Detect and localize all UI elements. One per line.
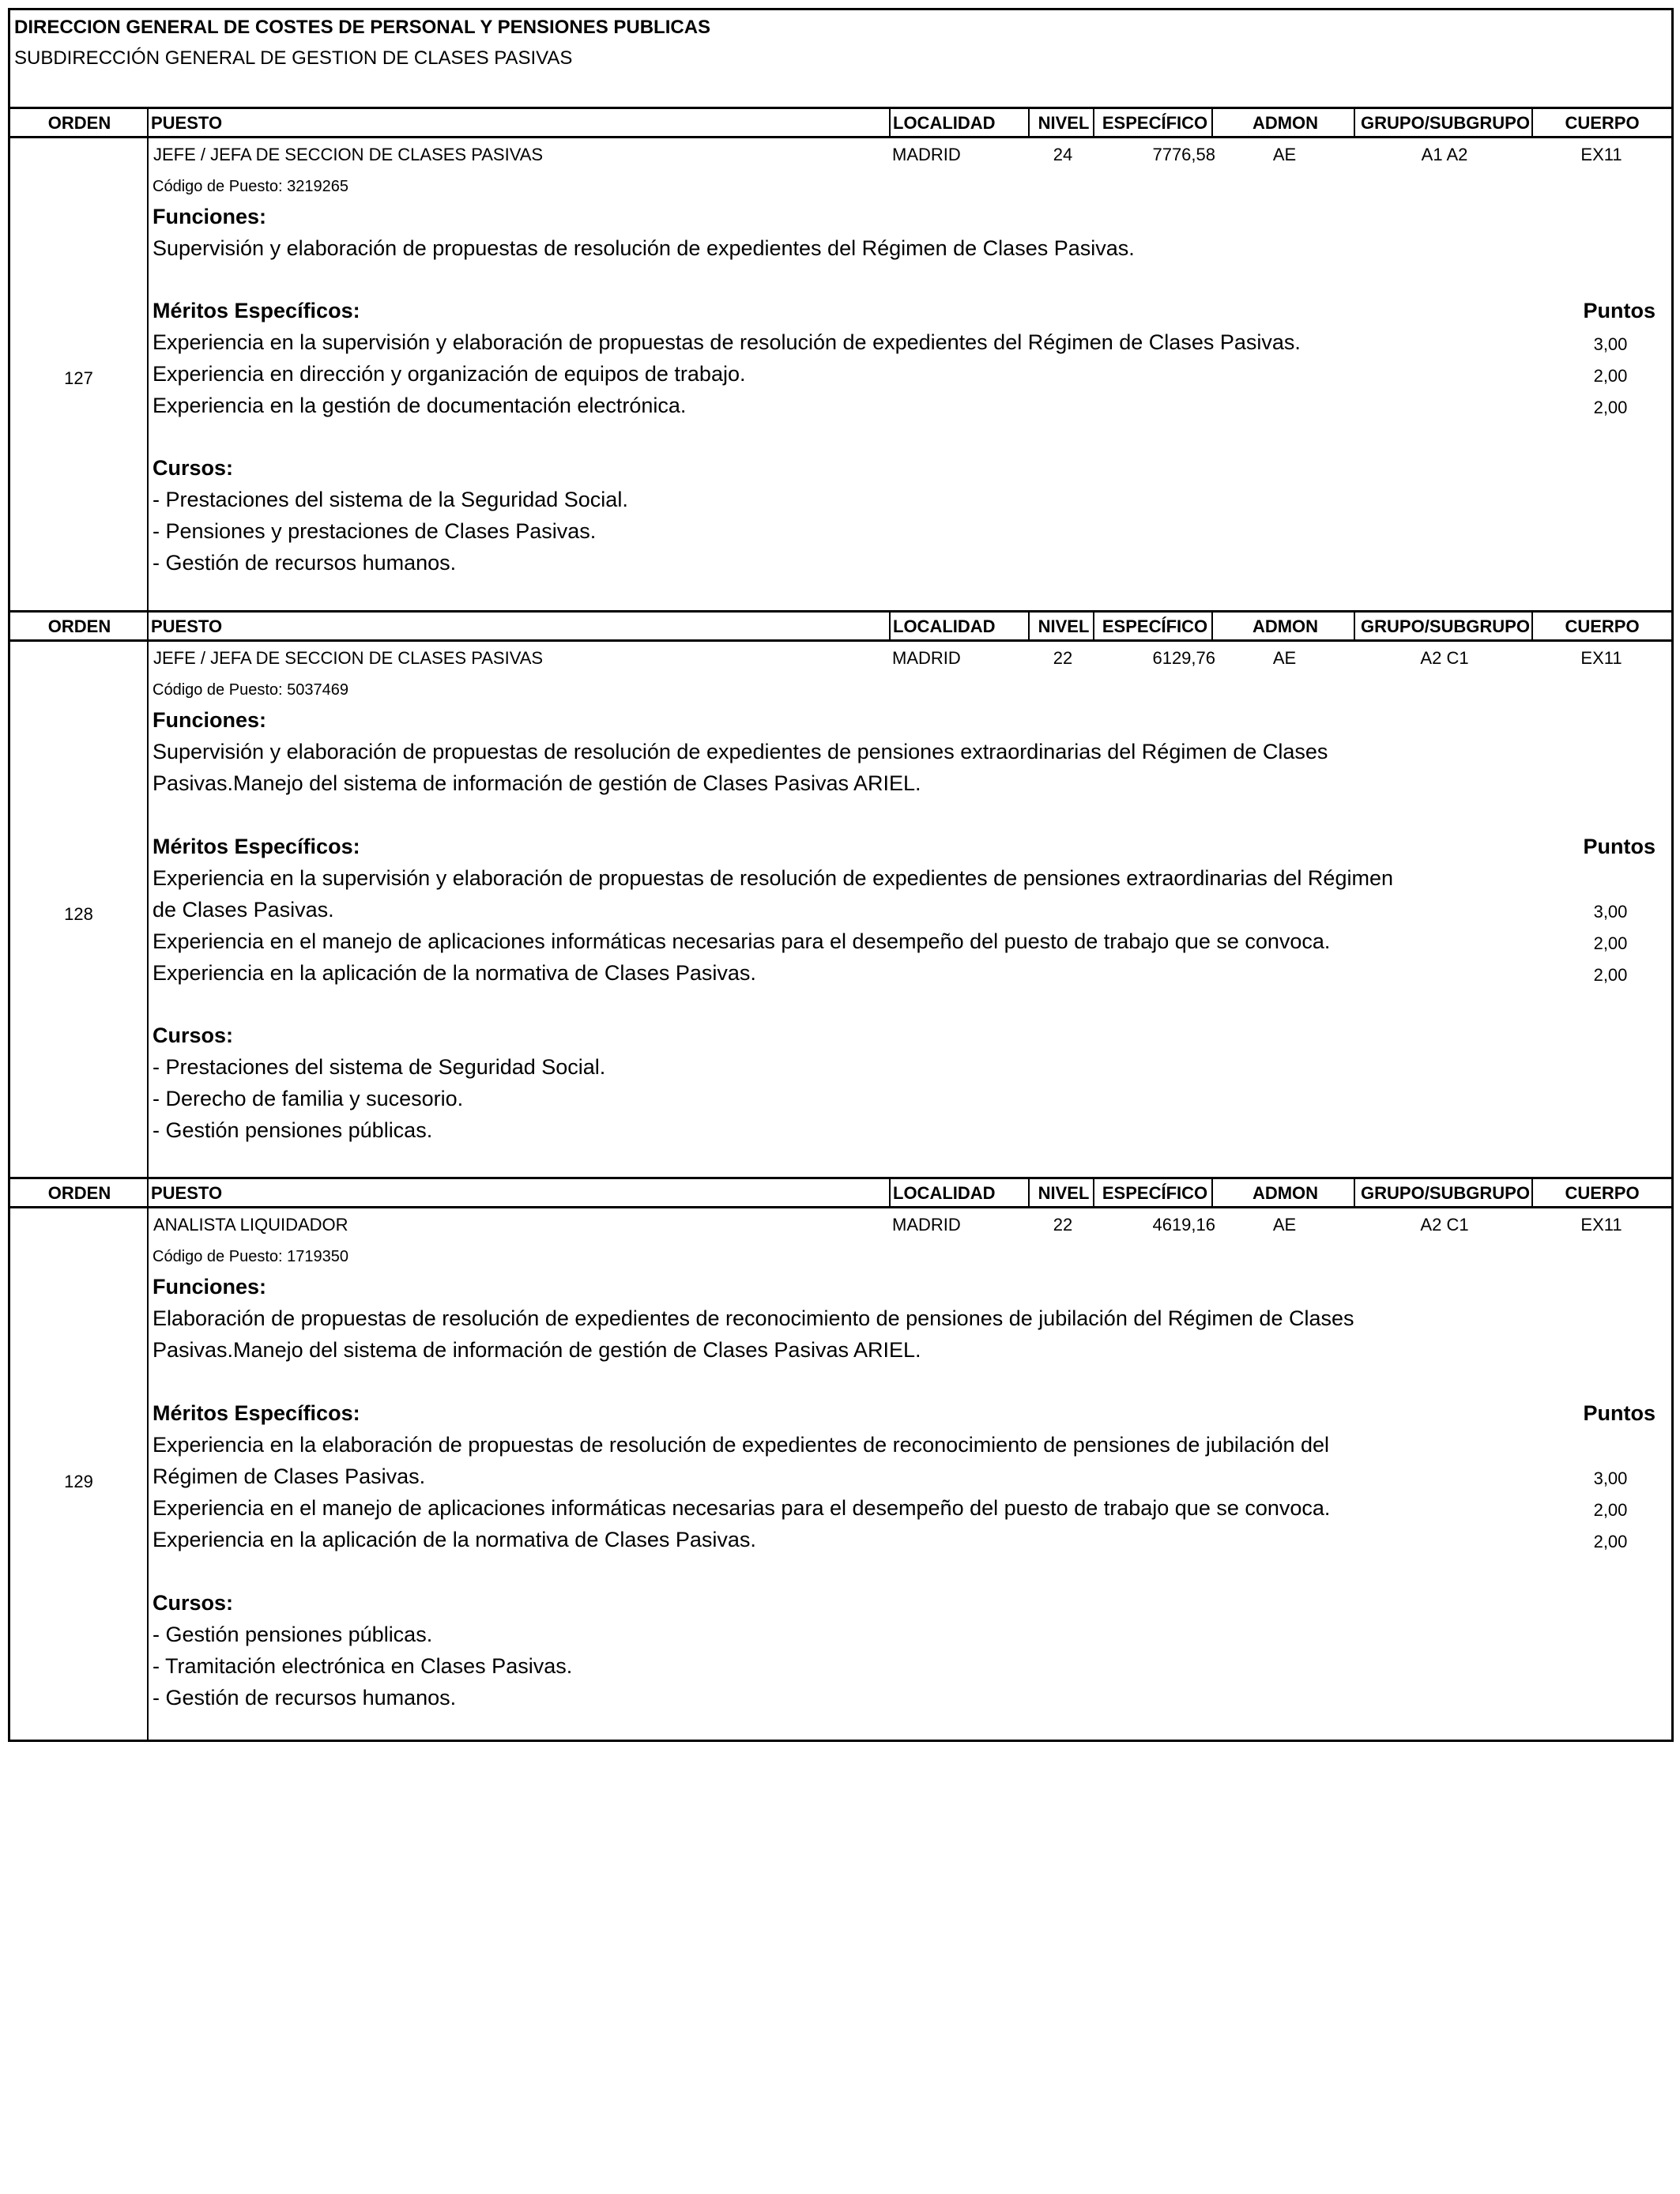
col-localidad: LOCALIDAD	[889, 613, 1039, 639]
funciones-line: Supervisión y elaboración de propuestas de resolución de expedientes del Régimen de Clases Pasivas.	[153, 236, 1135, 260]
especifico-value: 7776,58	[1152, 145, 1215, 164]
merito-line: Experiencia en la elaboración de propuestas de resolución de expedientes de reconocimiento de pensiones de jubilación del	[153, 1433, 1330, 1457]
col-admon: ADMON	[1211, 613, 1358, 639]
admon-value: AE	[1272, 1215, 1297, 1235]
codigo-puesto: Código de Puesto: 1719350	[153, 1248, 348, 1265]
col-nivel: NIVEL	[1028, 1179, 1098, 1206]
col-admon: ADMON	[1211, 1179, 1358, 1206]
col-puesto: PUESTO	[147, 1179, 898, 1206]
meritos-heading: Méritos Específicos:	[153, 835, 360, 858]
puesto-value: ANALISTA LIQUIDADOR	[153, 1215, 348, 1235]
col-localidad: LOCALIDAD	[889, 109, 1039, 136]
position-block-128	[10, 610, 1671, 1177]
admon-value: AE	[1272, 648, 1297, 668]
puntos-value: 2,00	[1593, 1532, 1628, 1551]
col-grupo: GRUPO/SUBGRUPO	[1354, 613, 1535, 639]
merito-line: de Clases Pasivas.	[153, 898, 334, 922]
especifico-value: 4619,16	[1152, 1215, 1215, 1235]
merito-line: Experiencia en el manejo de aplicaciones informáticas necesarias para el desempeño del puesto de trabajo que se convoca.	[153, 1496, 1331, 1520]
meritos-heading: Méritos Específicos:	[153, 1401, 360, 1425]
localidad-value: MADRID	[892, 1215, 961, 1235]
funciones-heading: Funciones:	[153, 708, 267, 732]
merito-line: Experiencia en el manejo de aplicaciones informáticas necesarias para el desempeño del puesto de trabajo que se convoca.	[153, 929, 1331, 953]
col-grupo: GRUPO/SUBGRUPO	[1354, 1179, 1535, 1206]
admon-value: AE	[1272, 145, 1297, 164]
localidad-value: MADRID	[892, 648, 961, 668]
cuerpo-value: EX11	[1580, 1215, 1622, 1235]
puntos-value: 3,00	[1593, 1468, 1628, 1488]
col-puesto: PUESTO	[147, 109, 898, 136]
puntos-value: 3,00	[1593, 902, 1628, 922]
column-divider	[147, 138, 149, 610]
puntos-value: 2,00	[1593, 398, 1628, 417]
puntos-heading: Puntos	[1583, 1401, 1656, 1425]
puesto-value: JEFE / JEFA DE SECCION DE CLASES PASIVAS	[153, 145, 544, 164]
curso-line: - Pensiones y prestaciones de Clases Pasivas.	[153, 519, 597, 543]
puntos-value: 2,00	[1593, 965, 1628, 985]
grupo-value: A2 C1	[1420, 1215, 1469, 1235]
merito-line: Experiencia en dirección y organización de equipos de trabajo.	[153, 362, 746, 386]
cuerpo-value: EX11	[1580, 648, 1622, 668]
orden-value: 129	[64, 1472, 93, 1491]
especifico-value: 6129,76	[1152, 648, 1215, 668]
column-divider	[147, 1208, 149, 1740]
cursos-heading: Cursos:	[153, 1591, 234, 1615]
grupo-value: A1 A2	[1421, 145, 1468, 164]
merito-line: Experiencia en la supervisión y elaboración de propuestas de resolución de expedientes del Régimen de Clases Pasivas.	[153, 330, 1301, 354]
col-orden: ORDEN	[47, 1183, 111, 1203]
col-localidad: LOCALIDAD	[889, 1179, 1039, 1206]
merito-line: Régimen de Clases Pasivas.	[153, 1465, 426, 1488]
header-title: DIRECCION GENERAL DE COSTES DE PERSONAL Y PENSIONES PUBLICAS	[14, 17, 711, 38]
curso-line: - Prestaciones del sistema de Seguridad Social.	[153, 1055, 606, 1079]
nivel-value: 22	[1053, 1215, 1073, 1235]
merito-line: Experiencia en la aplicación de la normativa de Clases Pasivas.	[153, 1528, 756, 1551]
curso-line: - Gestión pensiones públicas.	[153, 1118, 433, 1142]
funciones-heading: Funciones:	[153, 205, 267, 228]
puntos-value: 2,00	[1593, 1500, 1628, 1520]
curso-line: - Gestión pensiones públicas.	[153, 1623, 433, 1646]
col-admon: ADMON	[1211, 109, 1358, 136]
col-cuerpo: CUERPO	[1531, 613, 1671, 639]
col-orden: ORDEN	[47, 616, 111, 636]
localidad-value: MADRID	[892, 145, 961, 164]
puntos-value: 2,00	[1593, 933, 1628, 953]
curso-line: - Prestaciones del sistema de la Seguridad Social.	[153, 488, 628, 511]
puntos-value: 3,00	[1593, 334, 1628, 354]
puntos-value: 2,00	[1593, 366, 1628, 386]
col-puesto: PUESTO	[147, 613, 898, 639]
merito-line: Experiencia en la aplicación de la normativa de Clases Pasivas.	[153, 961, 756, 985]
curso-line: - Derecho de familia y sucesorio.	[153, 1087, 464, 1110]
col-especifico: ESPECÍFICO	[1093, 1179, 1215, 1206]
funciones-line: Supervisión y elaboración de propuestas de resolución de expedientes de pensiones extraordinarias del Régimen de Clases	[153, 740, 1328, 763]
col-nivel: NIVEL	[1028, 613, 1098, 639]
col-especifico: ESPECÍFICO	[1093, 613, 1215, 639]
curso-line: - Gestión de recursos humanos.	[153, 1686, 457, 1710]
meritos-heading: Méritos Específicos:	[153, 299, 360, 322]
col-cuerpo: CUERPO	[1531, 1179, 1671, 1206]
column-header-row	[10, 107, 1671, 138]
position-block-127	[10, 107, 1671, 610]
col-especifico: ESPECÍFICO	[1093, 109, 1215, 136]
column-divider	[147, 642, 149, 1177]
curso-line: - Tramitación electrónica en Clases Pasivas.	[153, 1654, 573, 1678]
header-subtitle: SUBDIRECCIÓN GENERAL DE GESTION DE CLASES PASIVAS	[14, 47, 573, 69]
orden-value: 128	[64, 904, 93, 924]
column-header-row	[10, 610, 1671, 642]
orden-value: 127	[64, 368, 93, 388]
puntos-heading: Puntos	[1583, 835, 1656, 858]
document-frame	[8, 8, 1674, 1742]
cuerpo-value: EX11	[1580, 145, 1622, 164]
codigo-puesto: Código de Puesto: 3219265	[153, 178, 348, 195]
nivel-value: 24	[1053, 145, 1073, 164]
cursos-heading: Cursos:	[153, 456, 234, 480]
puesto-value: JEFE / JEFA DE SECCION DE CLASES PASIVAS	[153, 648, 544, 668]
merito-line: Experiencia en la gestión de documentación electrónica.	[153, 394, 687, 417]
col-grupo: GRUPO/SUBGRUPO	[1354, 109, 1535, 136]
position-block-129	[10, 1177, 1671, 1740]
document-header	[10, 10, 1671, 105]
column-header-row	[10, 1177, 1671, 1208]
curso-line: - Gestión de recursos humanos.	[153, 551, 457, 575]
merito-line: Experiencia en la supervisión y elaboración de propuestas de resolución de expedientes de pensiones extraordinarias del Régimen	[153, 866, 1393, 890]
funciones-line: Elaboración de propuestas de resolución de expedientes de reconocimiento de pensiones de jubilación del Régimen de Clases	[153, 1306, 1354, 1330]
codigo-puesto: Código de Puesto: 5037469	[153, 681, 348, 699]
col-cuerpo: CUERPO	[1531, 109, 1671, 136]
col-orden: ORDEN	[47, 113, 111, 133]
nivel-value: 22	[1053, 648, 1073, 668]
grupo-value: A2 C1	[1420, 648, 1469, 668]
funciones-heading: Funciones:	[153, 1275, 267, 1299]
cursos-heading: Cursos:	[153, 1023, 234, 1047]
col-nivel: NIVEL	[1028, 109, 1098, 136]
funciones-line: Pasivas.Manejo del sistema de información de gestión de Clases Pasivas ARIEL.	[153, 1338, 921, 1362]
funciones-line: Pasivas.Manejo del sistema de información de gestión de Clases Pasivas ARIEL.	[153, 771, 921, 795]
puntos-heading: Puntos	[1583, 299, 1656, 322]
